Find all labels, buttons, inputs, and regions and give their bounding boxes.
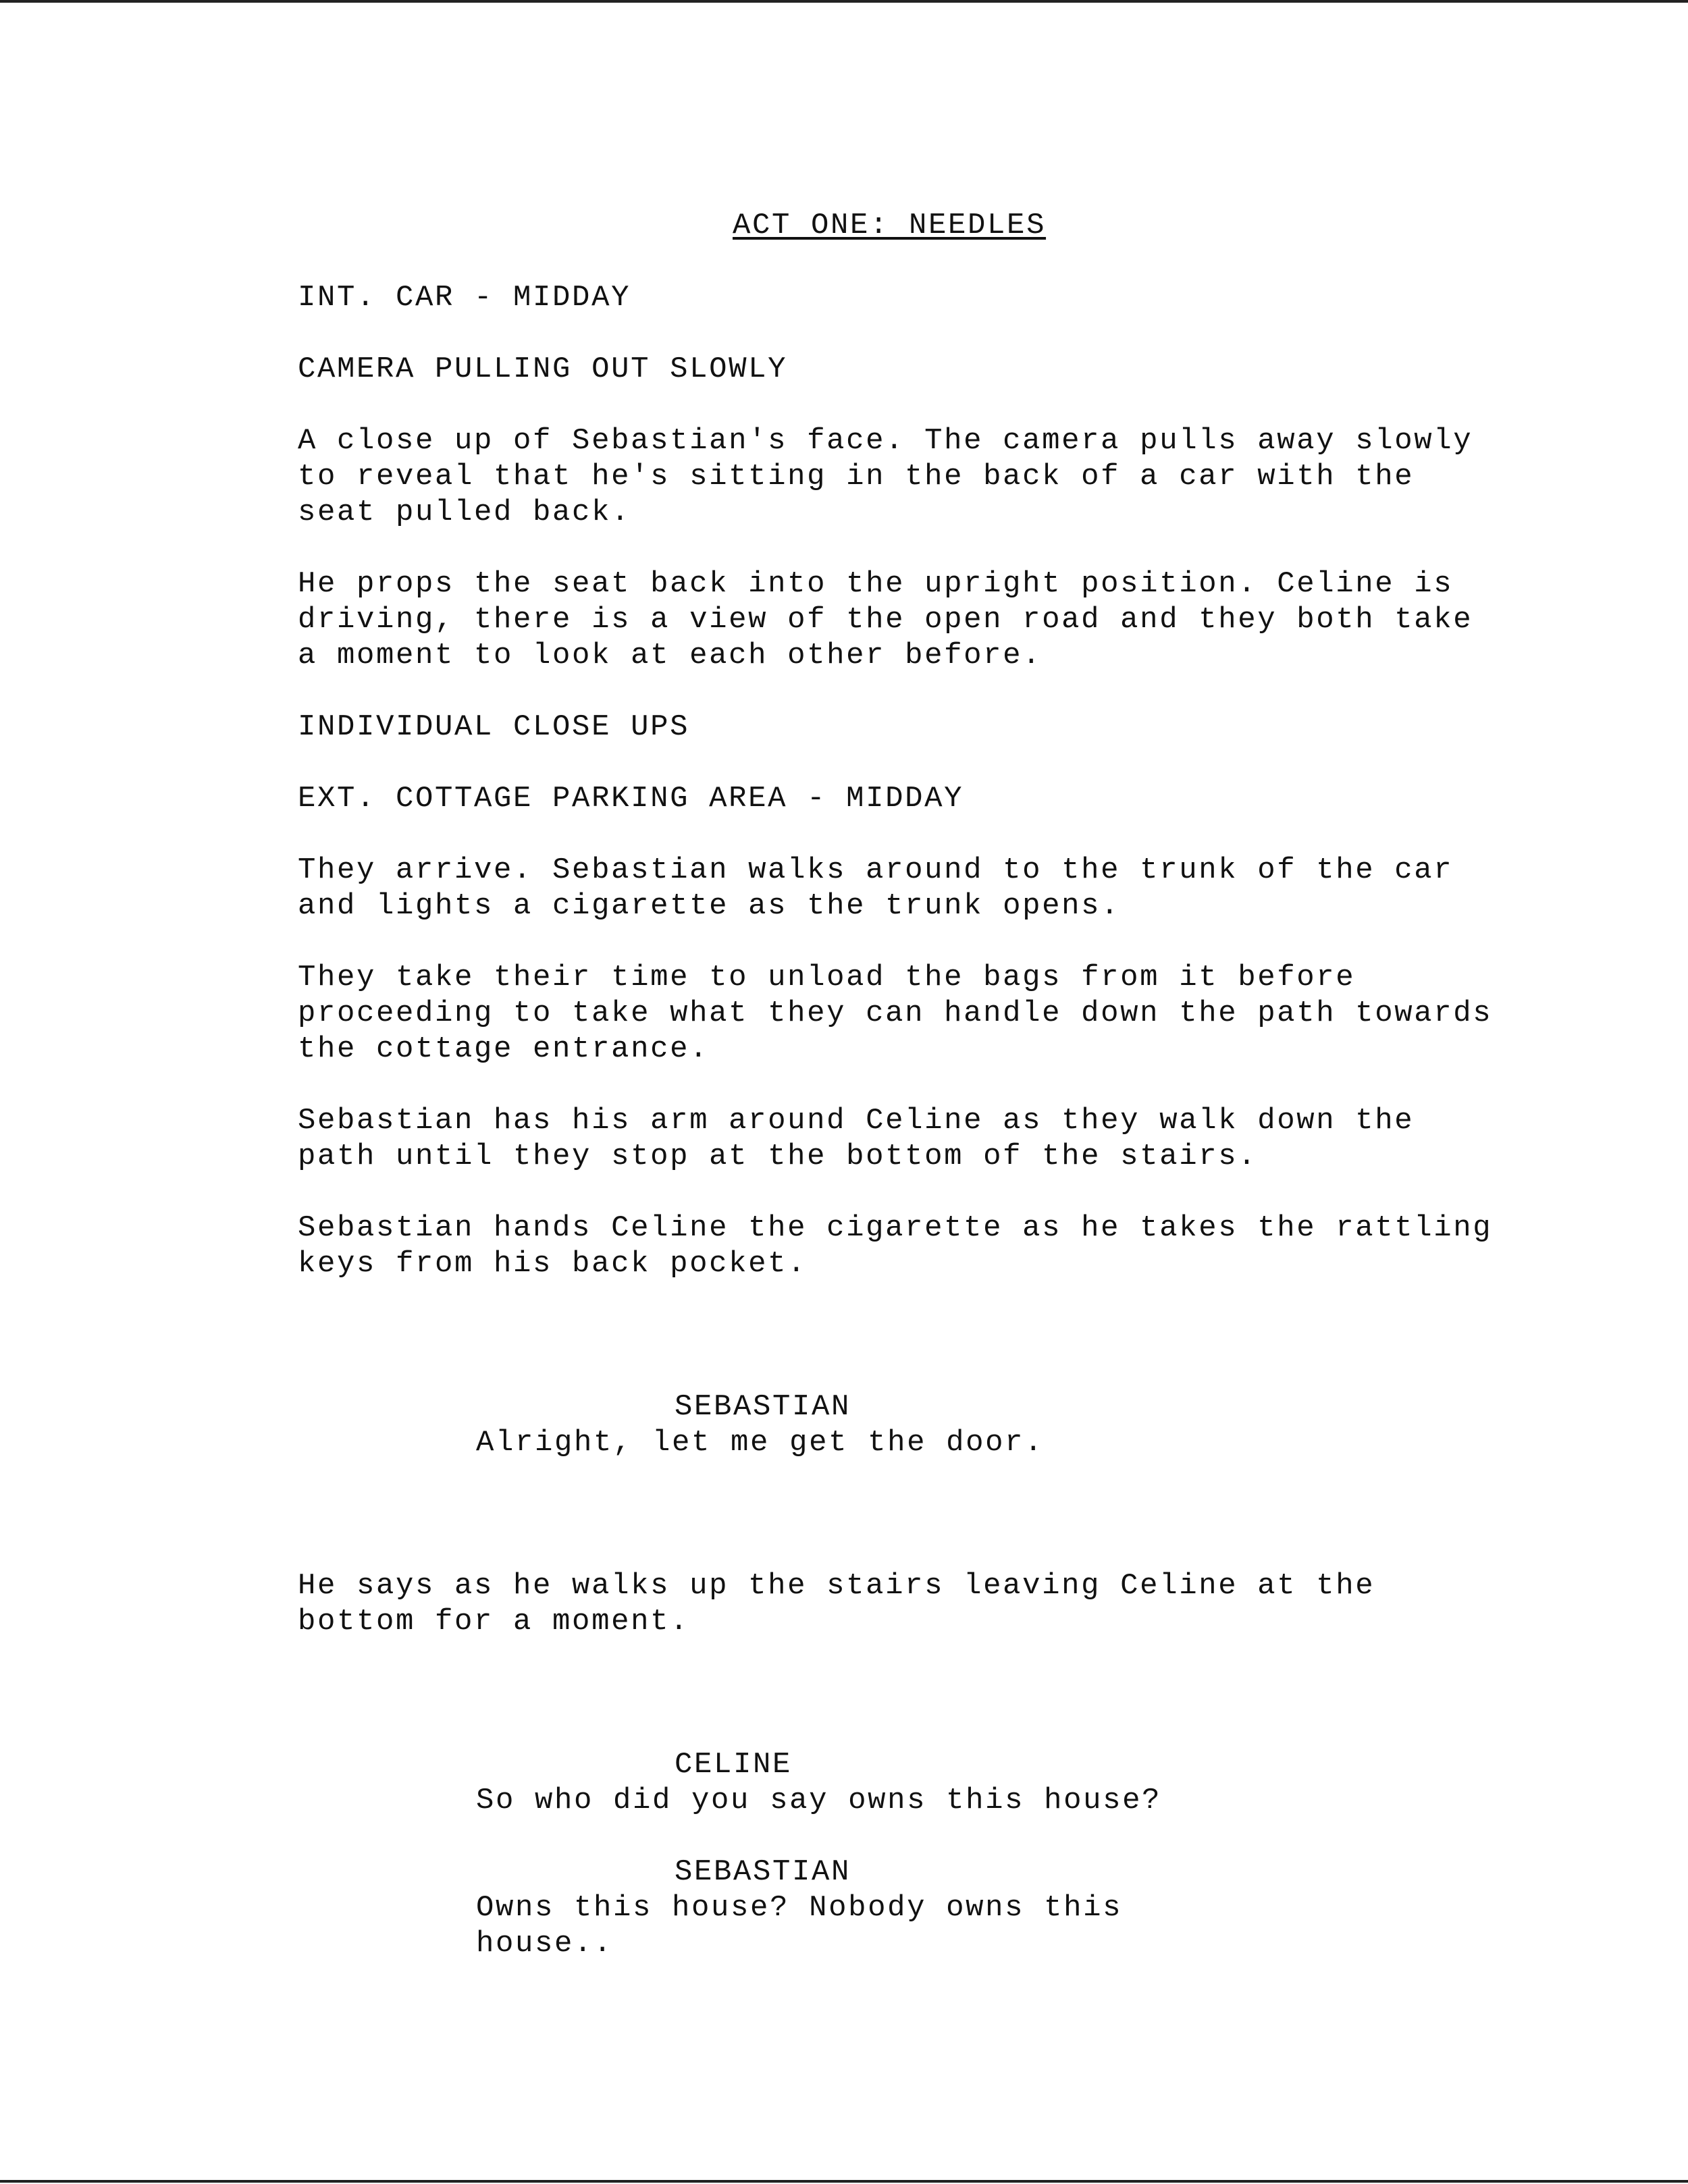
action-line: Sebastian hands Celine the cigarette as he takes the rattling [298,1211,1493,1245]
scene-heading: INT. CAR - MIDDAY [298,281,631,315]
camera-direction: CAMERA PULLING OUT SLOWLY [298,352,788,386]
action-line: and lights a cigarette as the trunk opens. [298,889,1121,923]
action-line: seat pulled back. [298,496,631,529]
action-line: keys from his back pocket. [298,1247,808,1281]
bottom-border-line [0,2180,1688,2183]
action-line: the cottage entrance. [298,1032,710,1066]
scene-heading: EXT. COTTAGE PARKING AREA - MIDDAY [298,782,964,816]
action-line: a moment to look at each other before. [298,639,1043,672]
dialogue-line: So who did you say owns this house? [476,1784,1162,1817]
dialogue-line: house.. [476,1927,614,1961]
dialogue-line: Owns this house? Nobody owns this [476,1891,1123,1925]
top-border-line [0,0,1688,3]
character-name: SEBASTIAN [675,1390,851,1424]
action-line: bottom for a moment. [298,1605,690,1639]
camera-direction: INDIVIDUAL CLOSE UPS [298,710,690,744]
dialogue-line: Alright, let me get the door. [476,1426,1045,1460]
act-title: ACT ONE: NEEDLES [733,209,1047,242]
action-line: path until they stop at the bottom of the stairs. [298,1140,1258,1173]
action-line: A close up of Sebastian's face. The camera pulls away slowly [298,424,1473,458]
action-line: Sebastian has his arm around Celine as they walk down the [298,1104,1415,1138]
action-line: They arrive. Sebastian walks around to the trunk of the car [298,853,1454,887]
character-name: SEBASTIAN [675,1855,851,1889]
action-line: to reveal that he's sitting in the back of a car with the [298,460,1415,494]
action-line: driving, there is a view of the open road and they both take [298,603,1473,637]
action-line: He says as he walks up the stairs leaving Celine at the [298,1569,1375,1603]
action-line: They take their time to unload the bags from it before [298,961,1356,994]
action-line: proceeding to take what they can handle down the path towards [298,996,1493,1030]
character-name: CELINE [675,1748,793,1782]
action-line: He props the seat back into the upright position. Celine is [298,567,1454,601]
